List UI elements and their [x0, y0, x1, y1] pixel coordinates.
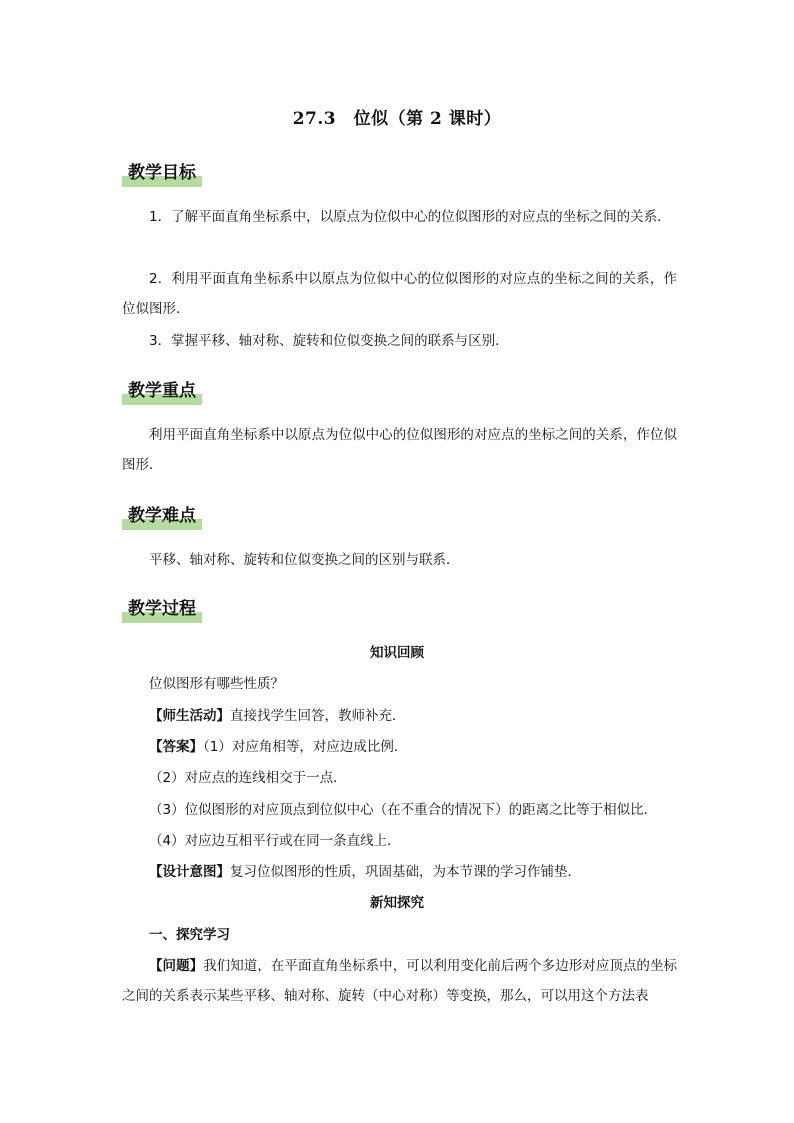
objective-item-2: 2．利用平面直角坐标系中以原点为位似中心的位似图形的对应点的坐标之间的关系，作位似图形． — [122, 271, 677, 317]
intent-tag: 【设计意图】 — [149, 864, 230, 880]
intent-text: 复习位似图形的性质，巩固基础，为本节课的学习作铺垫． — [230, 864, 581, 880]
difficulties-heading — [122, 503, 202, 531]
difficulties-text: 平移、轴对称、旋转和位似变换之间的区别与联系． — [149, 552, 460, 568]
process-heading-text: 教学过程 — [128, 599, 196, 619]
key-points-heading — [122, 378, 202, 406]
objectives-heading — [122, 160, 202, 188]
answer-4: （4）对应边互相平行或在同一条直线上． — [149, 833, 401, 849]
objective-item-1: 1．了解平面直角坐标系中，以原点为位似中心的位似图形的对应点的坐标之间的关系． — [149, 209, 671, 225]
review-question: 位似图形有哪些性质？ — [149, 676, 284, 692]
key-points-heading-text: 教学重点 — [128, 381, 196, 401]
process-heading — [122, 596, 202, 624]
answer-line — [149, 737, 407, 757]
answer-tag: 【答案】 — [149, 739, 203, 755]
problem-text: 我们知道，在平面直角坐标系中，可以利用变化前后两个多边形对应顶点的坐标之间的关系表示某些平移、轴对称、旋转（中心对称）等变换，那么，可以用这个方法表 — [122, 958, 678, 1004]
activity-tag: 【师生活动】 — [149, 708, 230, 724]
key-points-text: 利用平面直角坐标系中以原点为位似中心的位似图形的对应点的坐标之间的关系，作位似图形． — [122, 427, 677, 473]
objectives-heading-text: 教学目标 — [128, 163, 196, 183]
answer-2: （2）对应点的连线相交于一点． — [149, 770, 347, 786]
answer-3: （3）位似图形的对应顶点到位似中心（在不重合的情况下）的距离之比等于相似比． — [149, 802, 658, 818]
objective-item-3: 3．掌握平移、轴对称、旋转和位似变换之间的联系与区别． — [149, 333, 509, 349]
explore-section-title: 一、探究学习 — [149, 927, 230, 943]
problem-paragraph — [122, 951, 677, 1011]
activity-line — [149, 706, 406, 726]
page-title: 27.3 位似（第 2 课时） — [292, 109, 502, 129]
activity-text: 直接找学生回答，教师补充． — [230, 708, 406, 724]
review-heading: 知识回顾 — [370, 645, 424, 661]
problem-tag: 【问题】 — [149, 958, 204, 974]
intent-line — [149, 862, 581, 882]
explore-heading: 新知探究 — [370, 895, 424, 911]
difficulties-heading-text: 教学难点 — [128, 506, 196, 526]
answer-text: （1）对应角相等，对应边成比例． — [203, 739, 408, 755]
